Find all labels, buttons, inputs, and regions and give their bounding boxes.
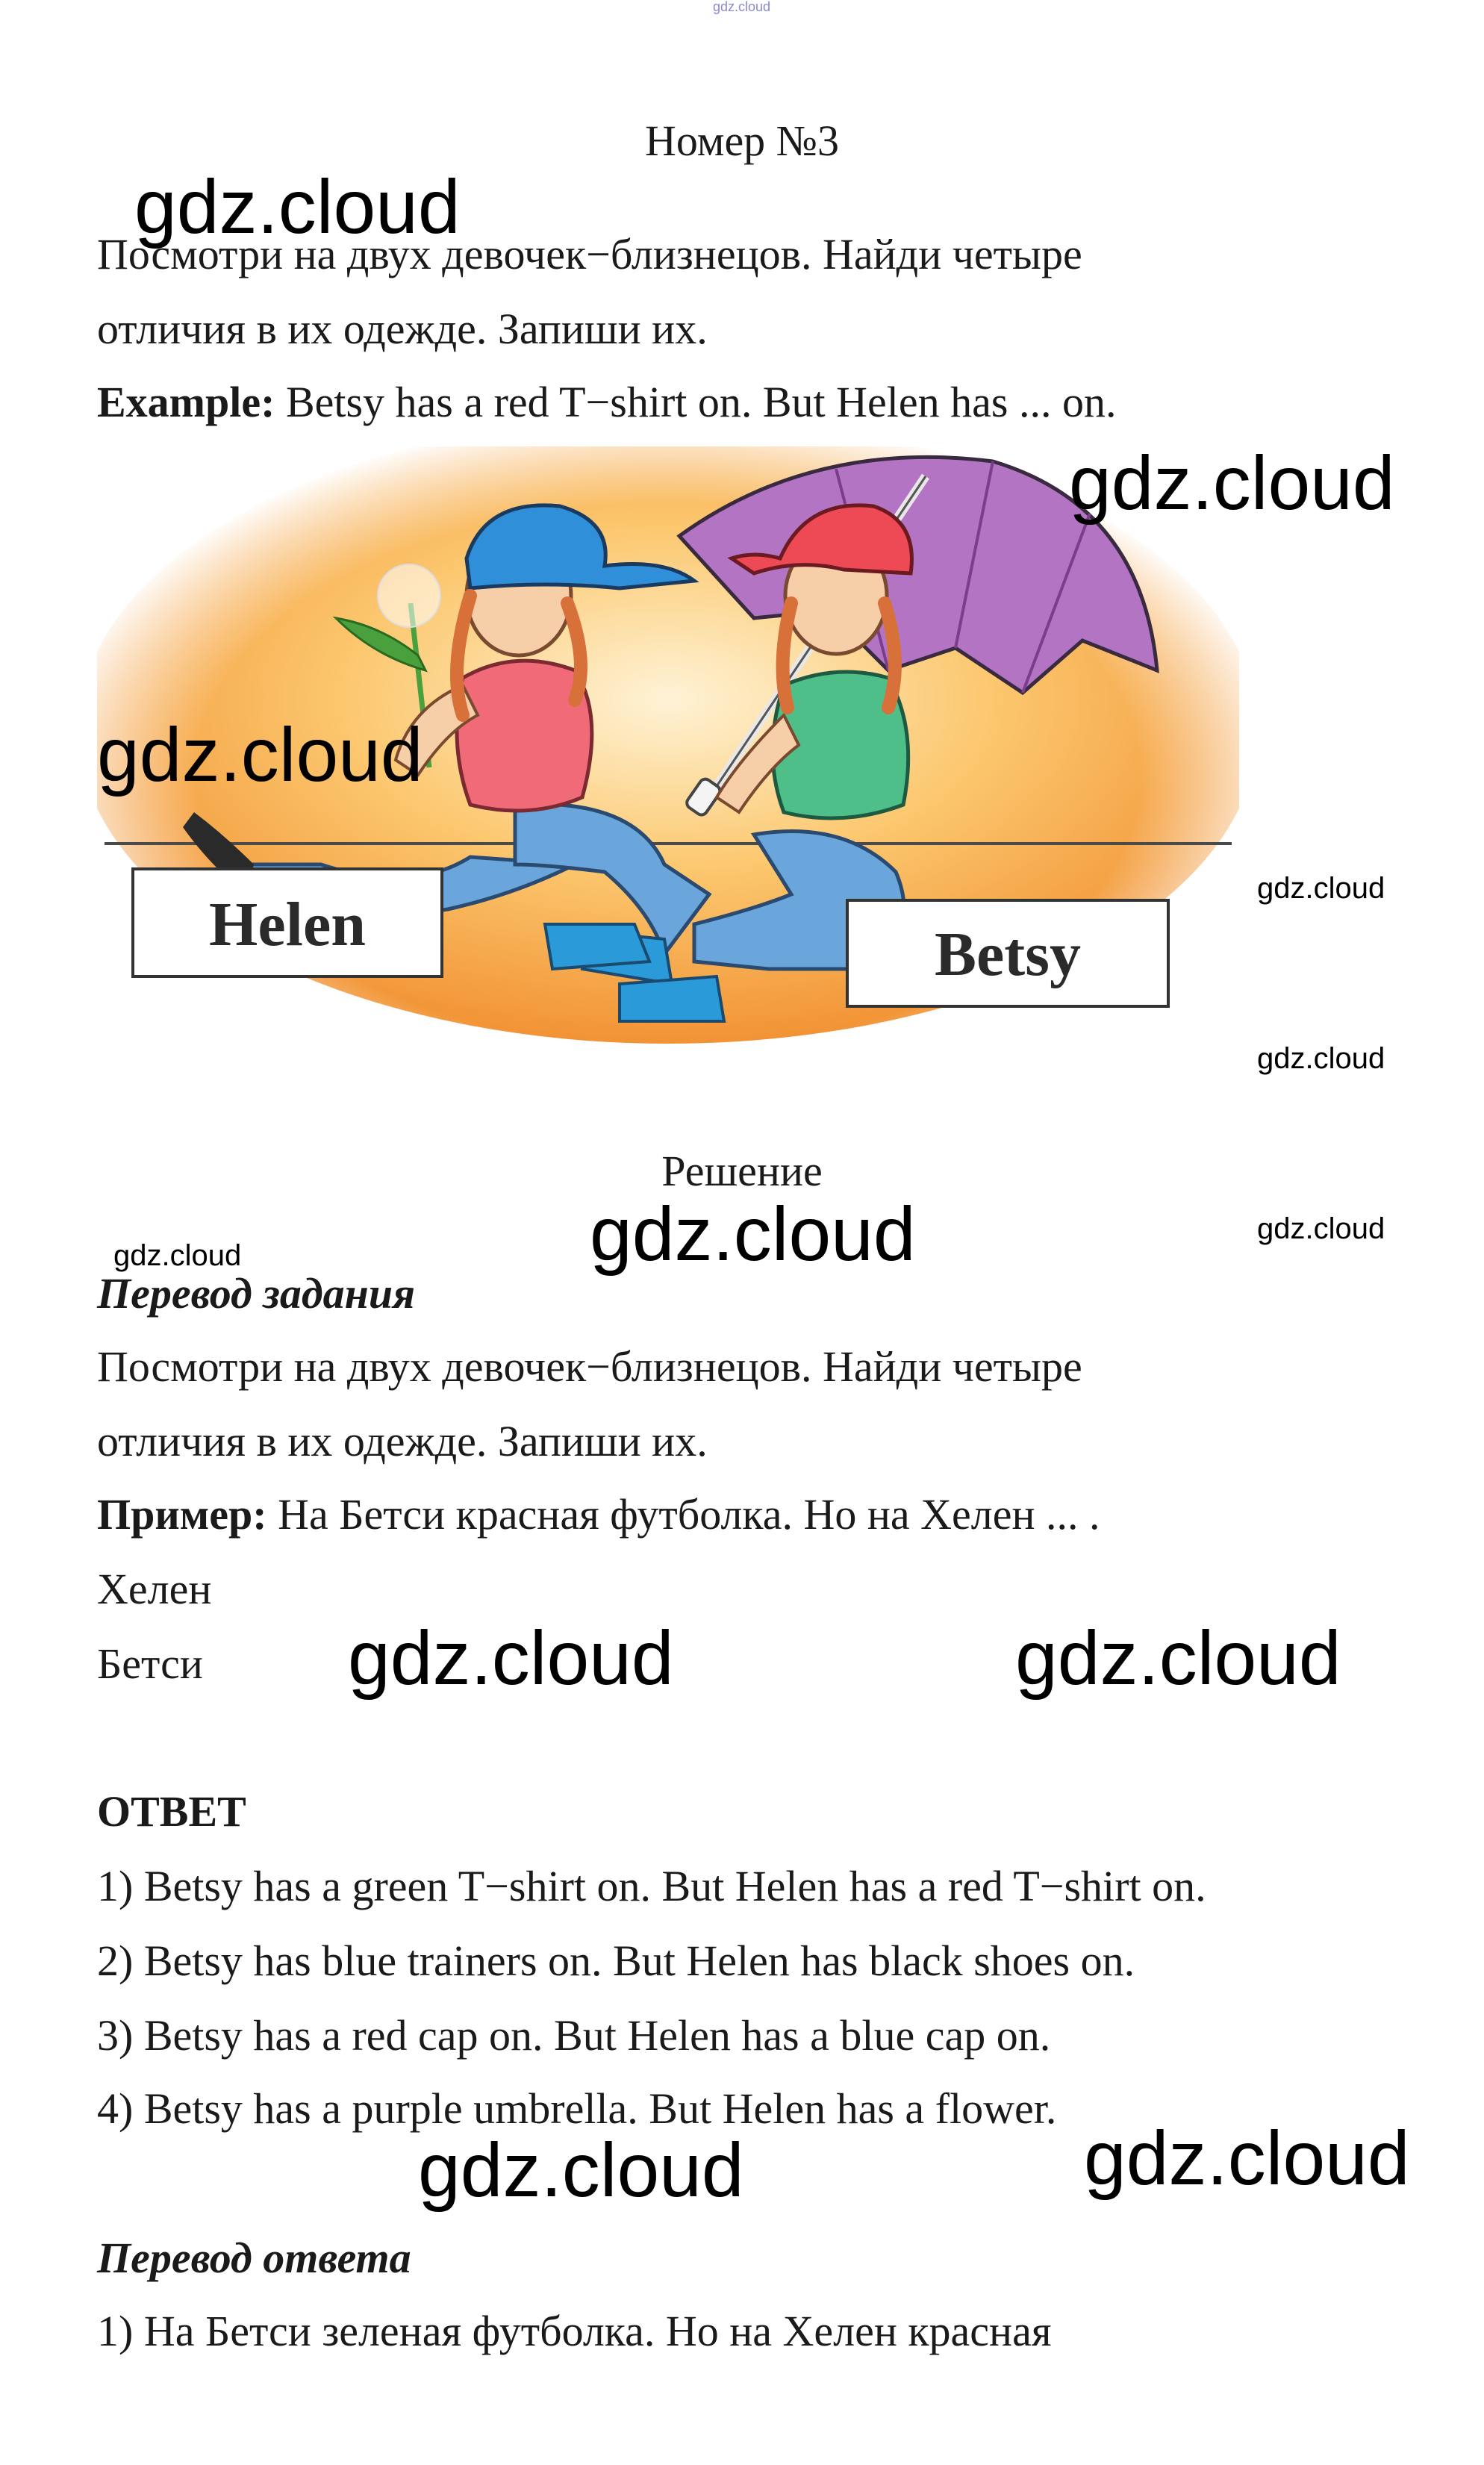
helen-name-plate [133, 869, 442, 976]
watermark: gdz.cloud [1257, 872, 1385, 905]
name-helen-ru: Хелен [97, 1565, 212, 1613]
translation-line-1: Посмотри на двух девочек−близнецов. Найди четыре [97, 1342, 1082, 1391]
watermark: gdz.cloud [590, 1191, 916, 1277]
helen-label: Helen [209, 890, 366, 959]
answer-translation-heading: Перевод ответа [97, 2234, 411, 2282]
example-label-ru: Пример: [97, 1490, 267, 1539]
answer-item-1: 1) Betsy has a green T−shirt on. But Helen has a red T−shirt on. [97, 1862, 1206, 1910]
task-line-2: отличия в их одежде. Запиши их. [97, 305, 708, 353]
task-example [97, 378, 1117, 426]
translation-line-2: отличия в их одежде. Запиши их. [97, 1417, 708, 1465]
watermark: gdz.cloud [1084, 2116, 1410, 2201]
solution-heading: Решение [661, 1147, 823, 1195]
answer-item-2: 2) Betsy has blue trainers on. But Helen has black shoes on. [97, 1936, 1135, 1985]
task-line-1: Посмотри на двух девочек−близнецов. Найди четыре [97, 230, 1082, 278]
watermark: gdz.cloud [1015, 1615, 1341, 1701]
watermark: gdz.cloud [1257, 1042, 1385, 1075]
example-label: Example: [97, 378, 275, 426]
betsy-name-plate [847, 900, 1168, 1006]
translation-example [97, 1490, 1100, 1539]
top-watermark: gdz.cloud [713, 0, 771, 14]
watermark: gdz.cloud [97, 712, 423, 797]
answer-heading: ОТВЕТ [97, 1787, 246, 1836]
example-text: Betsy has a red T−shirt on. But Helen has ... on. [275, 378, 1117, 426]
page-title: Номер №3 [644, 116, 840, 165]
name-betsy-ru: Бетси [97, 1639, 203, 1688]
watermark: gdz.cloud [1257, 1212, 1385, 1245]
answer-item-4: 4) Betsy has a purple umbrella. But Helen has a flower. [97, 2084, 1057, 2133]
watermark: gdz.cloud [348, 1615, 674, 1701]
betsy-label: Betsy [935, 920, 1081, 989]
watermark: gdz.cloud [418, 2128, 744, 2213]
watermark: gdz.cloud [113, 1239, 242, 1272]
watermark: gdz.cloud [134, 164, 461, 249]
answer-translation-line-1: 1) На Бетси зеленая футболка. Но на Хелен красная [97, 2307, 1052, 2355]
example-text-ru: На Бетси красная футболка. Но на Хелен ... . [266, 1490, 1100, 1539]
translation-heading: Перевод задания [97, 1269, 415, 1318]
watermark: gdz.cloud [1069, 440, 1395, 526]
answer-item-3: 3) Betsy has a red cap on. But Helen has a blue cap on. [97, 2011, 1051, 2060]
